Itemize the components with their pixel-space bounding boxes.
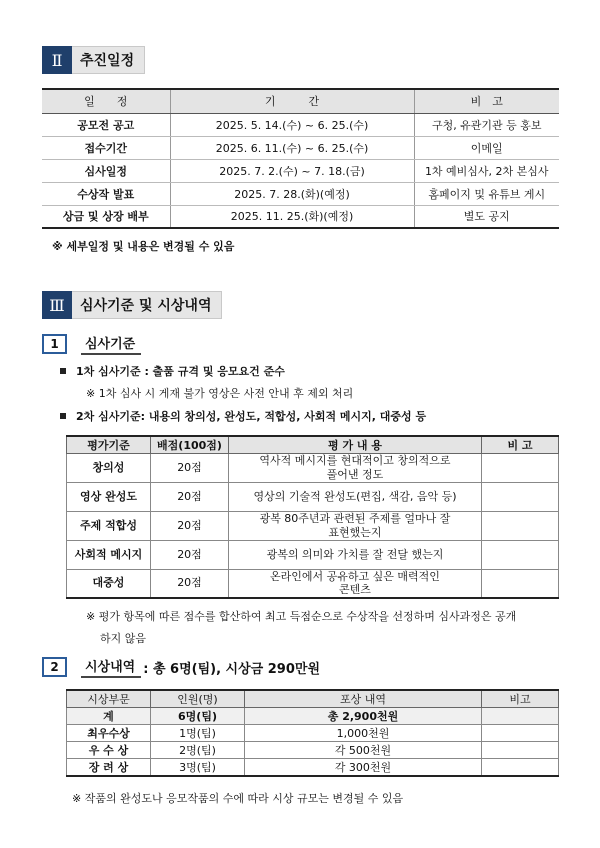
criteria-score: 20점 — [151, 569, 229, 598]
criteria-score: 20점 — [151, 512, 229, 541]
schedule-note: 구청, 유관기관 등 홍보 — [414, 113, 559, 136]
subsection-number: 1 — [42, 334, 67, 354]
award-prize: 1,000천원 — [245, 725, 482, 742]
award-category: 장 려 상 — [67, 759, 151, 777]
description-line: 표현했는지 — [328, 525, 382, 539]
schedule-note: 별도 공지 — [414, 205, 559, 228]
column-header: 기 간 — [170, 89, 414, 113]
awards-footnote: ※ 작품의 완성도나 응모작품의 수에 따라 시상 규모는 변경될 수 있음 — [72, 792, 404, 805]
criteria-footnote: ※ 평가 항목에 따른 점수를 합산하여 최고 득점순으로 수상작을 선정하며 심사과정은 공개 — [86, 610, 517, 623]
schedule-table — [42, 88, 559, 229]
award-category: 우 수 상 — [67, 742, 151, 759]
criteria-name: 사회적 메시지 — [67, 540, 151, 569]
subsection-title: 시상내역 — [81, 656, 141, 678]
section-header-criteria — [42, 291, 222, 319]
subsection-title: 심사기준 — [81, 333, 141, 355]
table-row — [67, 725, 559, 742]
column-header: 비 고 — [482, 436, 559, 454]
first-round-note: ※ 1차 심사 시 게재 불가 영상은 사전 안내 후 제외 처리 — [86, 387, 354, 400]
criteria-table — [66, 435, 559, 599]
bullet-square-icon — [60, 368, 66, 374]
bullet-second-round — [60, 408, 426, 424]
awards-summary: : 총 6명(팀), 시상금 290만원 — [143, 661, 321, 677]
schedule-item: 수상작 발표 — [42, 182, 170, 205]
table-row — [42, 113, 559, 136]
award-remark — [482, 742, 559, 759]
criteria-description: 광복의 의미와 가치를 잘 전달 했는지 — [229, 540, 482, 569]
section-title: 심사기준 및 시상내역 — [72, 291, 222, 319]
column-header: 인원(명) — [151, 690, 245, 708]
award-count: 3명(팀) — [151, 759, 245, 777]
table-row — [67, 742, 559, 759]
subsection-number: 2 — [42, 657, 67, 677]
schedule-item: 공모전 공고 — [42, 113, 170, 136]
criteria-name: 주제 적합성 — [67, 512, 151, 541]
section-number: Ⅱ — [42, 46, 72, 74]
criteria-remark — [482, 569, 559, 598]
award-remark — [482, 759, 559, 777]
column-header: 평 가 내 용 — [229, 436, 482, 454]
criteria-remark — [482, 512, 559, 541]
column-header: 일 정 — [42, 89, 170, 113]
description-line: 콘텐츠 — [339, 583, 371, 597]
table-row — [42, 159, 559, 182]
subsection-header-awards — [42, 656, 320, 678]
criteria-remark — [482, 454, 559, 483]
schedule-item: 심사일정 — [42, 159, 170, 182]
criteria-score: 20점 — [151, 454, 229, 483]
table-row — [67, 759, 559, 777]
table-row — [67, 454, 559, 483]
award-count: 1명(팀) — [151, 725, 245, 742]
description-line: 풀어낸 정도 — [326, 468, 384, 481]
schedule-note: 1차 예비심사, 2차 본심사 — [414, 159, 559, 182]
table-row — [67, 569, 559, 598]
table-row — [42, 136, 559, 159]
criteria-description — [229, 512, 482, 541]
column-header: 비고 — [482, 690, 559, 708]
criteria-score: 20점 — [151, 540, 229, 569]
section-title: 추진일정 — [72, 46, 145, 74]
table-header-row — [42, 89, 559, 113]
section-header-schedule — [42, 46, 145, 74]
table-row-total — [67, 708, 559, 725]
subsection-header-criteria — [42, 333, 141, 355]
table-row — [42, 182, 559, 205]
criteria-name: 영상 완성도 — [67, 483, 151, 512]
section-number: Ⅲ — [42, 291, 72, 319]
award-category: 최우수상 — [67, 725, 151, 742]
bullet-square-icon — [60, 413, 66, 419]
table-row — [67, 540, 559, 569]
awards-table — [66, 689, 559, 777]
column-header: 배점(100점) — [151, 436, 229, 454]
schedule-note: 이메일 — [414, 136, 559, 159]
schedule-period: 2025. 7. 2.(수) ~ 7. 18.(금) — [170, 159, 414, 182]
award-remark — [482, 725, 559, 742]
table-row — [42, 205, 559, 228]
criteria-name: 창의성 — [67, 454, 151, 483]
schedule-item: 접수기간 — [42, 136, 170, 159]
table-header-row — [67, 690, 559, 708]
schedule-note: 홈페이지 및 유튜브 게시 — [414, 182, 559, 205]
column-header: 비 고 — [414, 89, 559, 113]
criteria-description — [229, 569, 482, 598]
table-row — [67, 512, 559, 541]
table-header-row — [67, 436, 559, 454]
table-row — [67, 483, 559, 512]
bullet-first-round — [60, 363, 285, 379]
award-count: 2명(팀) — [151, 742, 245, 759]
bullet-text: 2차 심사기준: 내용의 창의성, 완성도, 적합성, 사회적 메시지, 대중성 등 — [76, 410, 427, 423]
criteria-description — [229, 454, 482, 483]
criteria-description: 영상의 기술적 완성도(편집, 색감, 음악 등) — [229, 483, 482, 512]
criteria-footnote-continued: 하지 않음 — [100, 632, 147, 645]
criteria-remark — [482, 540, 559, 569]
description-line: 역사적 메시지를 현대적이고 창의적으로 — [259, 454, 451, 468]
schedule-item: 상금 및 상장 배부 — [42, 205, 170, 228]
column-header: 포상 내역 — [245, 690, 482, 708]
column-header: 평가기준 — [67, 436, 151, 454]
schedule-period: 2025. 7. 28.(화)(예정) — [170, 182, 414, 205]
award-remark — [482, 708, 559, 725]
column-header: 시상부문 — [67, 690, 151, 708]
criteria-remark — [482, 483, 559, 512]
bullet-text: 1차 심사기준 : 출품 규격 및 응모요건 준수 — [76, 365, 285, 378]
schedule-period: 2025. 6. 11.(수) ~ 6. 25.(수) — [170, 136, 414, 159]
schedule-period: 2025. 5. 14.(수) ~ 6. 25.(수) — [170, 113, 414, 136]
award-category: 계 — [67, 708, 151, 725]
award-prize: 총 2,900천원 — [245, 708, 482, 725]
schedule-period: 2025. 11. 25.(화)(예정) — [170, 205, 414, 228]
award-count: 6명(팀) — [151, 708, 245, 725]
schedule-footnote: ※ 세부일정 및 내용은 변경될 수 있음 — [52, 240, 235, 253]
description-line: 온라인에서 공유하고 싶은 매력적인 — [270, 569, 440, 583]
award-prize: 각 300천원 — [245, 759, 482, 777]
description-line: 광복 80주년과 관련된 주제를 얼마나 잘 — [259, 512, 451, 525]
criteria-score: 20점 — [151, 483, 229, 512]
criteria-name: 대중성 — [67, 569, 151, 598]
award-prize: 각 500천원 — [245, 742, 482, 759]
